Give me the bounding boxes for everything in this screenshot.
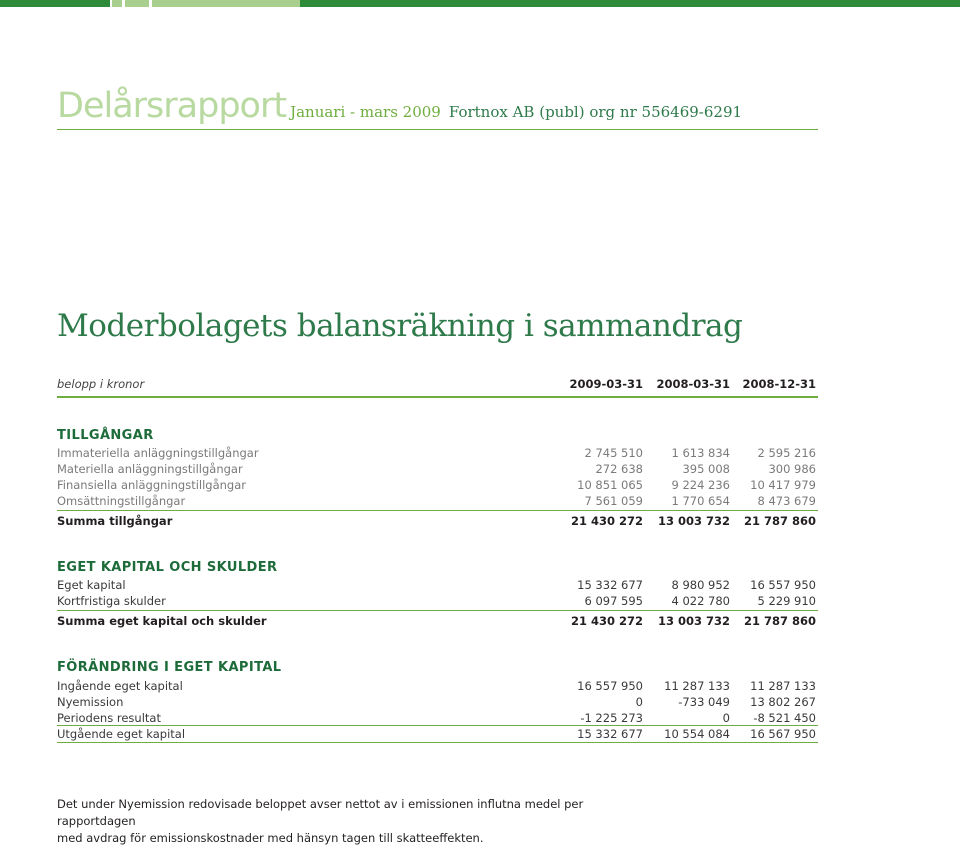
table-row	[0, 478, 960, 493]
row-value: 300 986	[768, 462, 816, 476]
footnote	[57, 796, 657, 847]
table-row	[0, 679, 960, 694]
unit-label: belopp i kronor	[57, 377, 145, 391]
footnote-line: med avdrag för emissionskostnader med hänsyn tagen till skatteeffekten.	[57, 831, 484, 845]
row-value: 2 745 510	[584, 446, 643, 460]
row-value: 10 851 065	[577, 478, 643, 492]
row-value: 0	[722, 711, 730, 725]
total-row	[0, 514, 960, 529]
row-label: Omsättningstillgångar	[57, 494, 186, 508]
row-value: 1 613 834	[671, 446, 730, 460]
total-value: 13 003 732	[657, 514, 730, 528]
table-row	[0, 462, 960, 477]
total-value: 21 430 272	[570, 614, 643, 628]
section-heading-equity-liabilities: EGET KAPITAL OCH SKULDER	[57, 560, 278, 575]
total-value: 13 003 732	[657, 614, 730, 628]
row-value: 13 802 267	[750, 695, 816, 709]
company-info: Fortnox AB (publ) org nr 556469-6291	[448, 103, 743, 121]
column-header-divider	[57, 396, 818, 398]
row-value: 8 473 679	[757, 494, 816, 508]
row-label: Immateriella anläggningstillgångar	[57, 446, 259, 460]
total-label: Summa eget kapital och skulder	[57, 614, 267, 628]
total-value: 21 787 860	[743, 514, 816, 528]
footnote-line: Det under Nyemission redovisade beloppet avser nettot av i emissionen influtna medel per rapportdagen	[57, 797, 584, 828]
row-value: 10 554 084	[664, 727, 730, 741]
header-divider	[57, 129, 818, 130]
table-row	[0, 494, 960, 509]
row-value: 1 770 654	[671, 494, 730, 508]
row-value: 11 287 133	[750, 679, 816, 693]
row-value: -1 225 273	[580, 711, 643, 725]
row-divider	[57, 725, 818, 726]
row-value: 272 638	[595, 462, 643, 476]
row-value: 15 332 677	[577, 578, 643, 592]
row-value: 9 224 236	[671, 478, 730, 492]
top-bar-segment	[112, 0, 122, 7]
top-bar-segment	[125, 0, 149, 7]
row-value: 2 595 216	[757, 446, 816, 460]
table-row	[0, 594, 960, 609]
column-header-2009-03-31: 2009-03-31	[569, 377, 643, 391]
section-heading-assets: TILLGÅNGAR	[57, 428, 154, 443]
row-label: Kortfristiga skulder	[57, 594, 166, 608]
column-header-row	[0, 377, 960, 393]
table-row	[0, 711, 960, 726]
row-label: Periodens resultat	[57, 711, 161, 725]
table-row	[0, 727, 960, 742]
row-value: -733 049	[678, 695, 730, 709]
page-title: Moderbolagets balansräkning i sammandrag	[57, 308, 743, 344]
total-row	[0, 614, 960, 629]
row-value: 395 008	[682, 462, 730, 476]
top-bar-segment	[152, 0, 300, 7]
report-header	[57, 86, 742, 126]
row-value: 0	[635, 695, 643, 709]
row-value: 11 287 133	[664, 679, 730, 693]
table-row	[0, 446, 960, 461]
column-header-2008-03-31: 2008-03-31	[656, 377, 730, 391]
row-label: Utgående eget kapital	[57, 727, 186, 741]
row-value: 16 557 950	[750, 578, 816, 592]
table-bottom-rule	[57, 742, 818, 743]
row-value: 4 022 780	[671, 594, 730, 608]
row-value: 15 332 677	[577, 727, 643, 741]
column-header-2008-12-31: 2008-12-31	[742, 377, 816, 391]
total-divider	[57, 610, 818, 611]
row-label: Eget kapital	[57, 578, 126, 592]
row-value: -8 521 450	[753, 711, 816, 725]
row-value: 16 557 950	[577, 679, 643, 693]
total-divider	[57, 510, 818, 511]
row-value: 16 567 950	[750, 727, 816, 741]
total-value: 21 787 860	[743, 614, 816, 628]
row-value: 7 561 059	[584, 494, 643, 508]
row-label: Ingående eget kapital	[57, 679, 183, 693]
total-value: 21 430 272	[570, 514, 643, 528]
row-value: 8 980 952	[671, 578, 730, 592]
table-row	[0, 578, 960, 593]
row-label: Finansiella anläggningstillgångar	[57, 478, 246, 492]
section-heading-equity-change: FÖRÄNDRING I EGET KAPITAL	[57, 660, 282, 675]
report-period: Januari - mars 2009	[290, 103, 441, 121]
report-brand: Delårsrapport	[57, 86, 287, 126]
row-value: 10 417 979	[750, 478, 816, 492]
table-row	[0, 695, 960, 710]
total-label: Summa tillgångar	[57, 514, 173, 528]
row-label: Materiella anläggningstillgångar	[57, 462, 243, 476]
top-color-bar	[0, 0, 960, 7]
row-value: 6 097 595	[584, 594, 643, 608]
row-value: 5 229 910	[757, 594, 816, 608]
row-label: Nyemission	[57, 695, 124, 709]
